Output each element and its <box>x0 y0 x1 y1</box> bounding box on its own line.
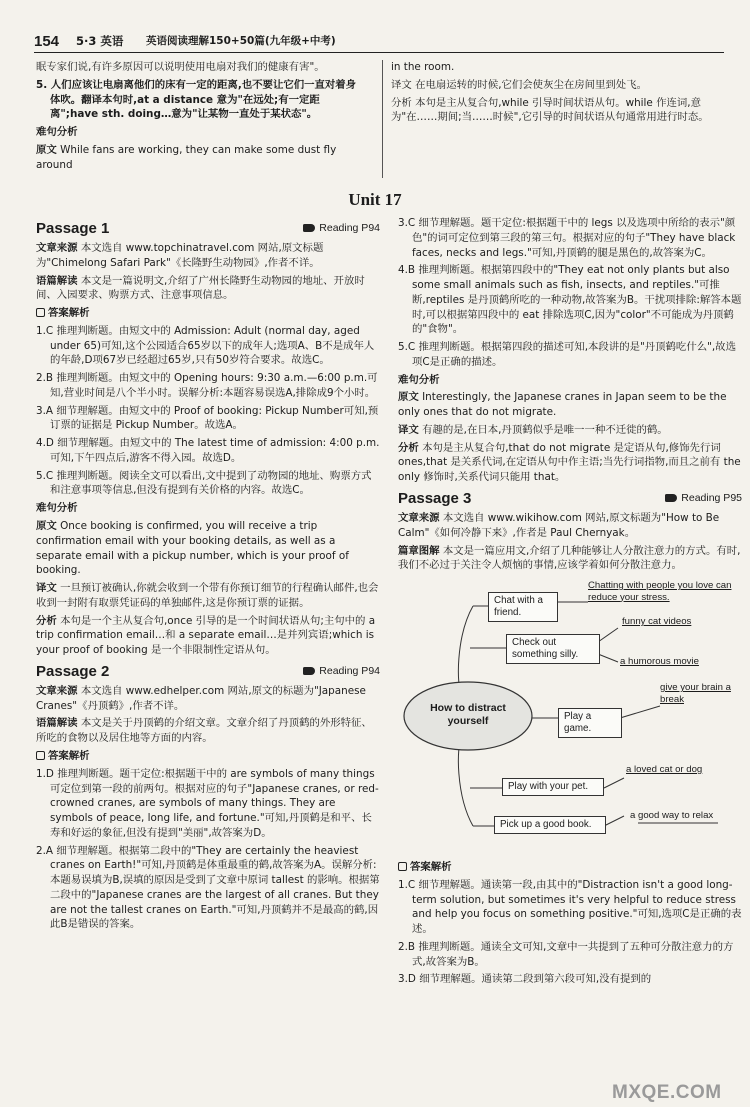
lock-icon <box>398 862 407 871</box>
pointing-hand-icon <box>303 667 315 675</box>
passage-title: Passage 3 <box>398 490 472 508</box>
answer-item: 1.C 细节理解题。通读第一段,由其中的"Distraction isn't a good long-term solution, but sometimes it's very helpful to reduce stress and help you focus on something positive."可知,选项C是正确的表述。 <box>398 878 742 936</box>
answer-item: 1.C 推理判断题。由短文中的 Admission: Adult (normal day, aged under 65)可知,这个公园适合65岁以下的成年人;选项A、B不是成年人的年龄,D项67岁已经超过65岁,只有50岁符合要求。故选C。 <box>36 324 375 367</box>
answer-item: 5.C 推理判断题。根据第四段的描述可知,本段讲的是"丹顶鹤吃什么",故选项C是正确的描述。 <box>398 341 736 368</box>
answers-heading: 答案解析 <box>398 860 742 875</box>
mind-map <box>398 576 742 856</box>
page-header <box>34 30 724 53</box>
passage-title: Passage 2 <box>36 662 110 680</box>
yiwen-line: 译文 一旦预订被确认,你就会收到一个带有你预订细节的行程确认邮件,也会收到一封附有取票凭证码的单独邮件,这是你预订票的证据。 <box>36 582 379 609</box>
section-heading: 难句分析 <box>36 502 78 515</box>
lock-icon <box>36 308 45 317</box>
yuanwen-line: 原文 Once booking is confirmed, you will receive a trip confirmation email with your booking details, as well as a separate email with a pickup number, which is your proof of booking. <box>36 520 349 577</box>
answer-item: 4.B 推理判断题。根据第四段中的"They eat not only plants but also some small animals such as fish, insects, and reptiles."可推断,reptiles 是丹顶鹤所吃的一种动物,故答案为B。干扰项排除:解答本题时,可以根据第四段中的 eat 排除选项C,因为"color"不可能成为丹顶鹤的"食物"。 <box>398 264 742 336</box>
mind-map-note: a humorous movie <box>620 656 699 668</box>
source-line: 文章来源 本文选自 www.wikihow.com 网站,原文标题为"How to Be Calm"《如何冷静下来》,作者是 Paul Chernyak。 <box>398 512 720 539</box>
yuanwen-line: 原文 Interestingly, the Japanese cranes in Japan seem to be the only ones that do not migrate. <box>398 391 727 419</box>
passage-1-header <box>36 218 380 238</box>
mind-map-node: Chat with a friend. <box>488 592 558 622</box>
mind-map-note: funny cat videos <box>622 616 692 628</box>
mind-map-node: Play with your pet. <box>502 778 604 796</box>
passage-3-header <box>398 488 742 508</box>
right-column <box>398 216 742 990</box>
reading-ref: Reading P95 <box>665 491 742 506</box>
answer-item: 2.A 细节理解题。根据第二段中的"They are certainly the heaviest cranes on Earth!"可知,丹顶鹤是体重最重的鹤,故答案为A。误解分析:本题易误填为B,误填的原因是受到了文章中原词 tallest 的影响。根据第二段中的"Japanese cranes are the largest of all cranes. But they are not the tallest cranes on Earth."可知,丹顶鹤并不是最高的鹤,因此B是错误的答案。 <box>36 844 380 931</box>
text-line: 眠专家们说,有许多原因可以说明使用电扇对我们的健康有害"。 <box>36 61 325 73</box>
page-number: 154 <box>34 33 60 50</box>
pointing-hand-icon <box>665 494 677 502</box>
text-line: 译文 在电扇运转的时候,它们会使灰尘在房间里到处飞。 <box>391 78 647 91</box>
text-line: 分析 本句是主从复合句,while 引导时间状语从句。while 作连词,意为"在……期间;当……时候",它引导的时间状语从句通常用进行时态。 <box>391 96 709 124</box>
answer-item: 1.D 推理判断题。题干定位:根据题干中的 are symbols of many things 可定位到第一段的前两句。根据对应的句子"Japanese cranes, or red-crowned cranes, are symbols of many things. They are symbols of peace, long life, and fortune."可知,丹顶鹤是和平、长寿和好运的象征,但没有提到"美丽",故答案为D。 <box>36 767 379 839</box>
mind-map-note: a loved cat or dog <box>626 764 703 776</box>
column-divider <box>382 60 383 178</box>
pointing-hand-icon <box>303 224 315 232</box>
fenxi-line: 分析 本句是主从复合句,that do not migrate 是定语从句,修饰先行词 ones,that 是关系代词,在定语从句中作主语;当先行词指物,而且之前有 the only 修饰时,关系代词只能用 that。 <box>398 441 741 484</box>
book-series-title: 英语阅读理解150+50篇(九年级+中考) <box>146 35 336 47</box>
top-right-column <box>391 60 721 128</box>
answer-item: 4.D 细节理解题。由短文中的 The latest time of admission: 4:00 p.m.可知,下午四点后,游客不得入园。故选D。 <box>36 437 380 464</box>
left-column <box>36 216 380 935</box>
yiwen-line: 译文 有趣的是,在日本,丹顶鹤似乎是唯一一种不迁徙的鹤。 <box>398 423 668 436</box>
answer-item: 3.C 细节理解题。题干定位:根据题干中的 legs 以及选项中所给的表示"颜色"的词可定位到第三段的第三句。根据对应的句子"They have black faces, necks and legs."可知,丹顶鹤的腿是黑色的,故答案为C。 <box>398 217 736 259</box>
passage-2-header <box>36 661 380 681</box>
source-line: 文章来源 本文选自 www.edhelper.com 网站,原文的标题为"Japanese Cranes"《丹顶鹤》,作者不详。 <box>36 684 366 712</box>
brand-logo: 5·3 英语 <box>76 34 124 48</box>
fenxi-line: 分析 本句是一个主从复合句,once 引导的是一个时间状语从句;主句中的 a trip confirmation email…和 a separate email…是并列宾语;which is your proof of booking 是一个非限制性定语从句。 <box>36 614 376 657</box>
text-line: 5. 人们应该让电扇离他们的床有一定的距离,也不要让它们一直对着身体吹。翻译本句时,at a distance 意为"在远处;有一定距离";have sth. doing…意为"让某物一直处于某状态"。 <box>36 78 357 121</box>
answer-item: 3.A 细节理解题。由短文中的 Proof of booking: Pickup Number可知,预订票的证据是 Pickup Number。故选A。 <box>36 404 379 432</box>
mind-map-note: a good way to relax <box>630 810 714 822</box>
answers-heading: 答案解析 <box>36 306 380 321</box>
answer-item: 2.B 推理判断题。由短文中的 Opening hours: 9:30 a.m.—6:00 p.m.可知,营业时间是八个半小时。误解分析:本题容易误选A,排除成9个小时。 <box>36 372 378 399</box>
reading-ref: Reading P94 <box>303 221 380 236</box>
answer-item: 2.B 推理判断题。通读全文可知,文章中一共提到了五种可分散注意力的方式,故答案为B。 <box>398 940 734 968</box>
mind-map-node: Play a game. <box>558 708 622 738</box>
unit-title: Unit 17 <box>348 190 402 209</box>
yuanwen-line: 原文 While fans are working, they can make some dust fly around <box>36 143 337 171</box>
passage-title: Passage 1 <box>36 220 110 237</box>
summary-line: 语篇解读 本文是关于丹顶鹤的介绍文章。文章介绍了丹顶鹤的外形特征、所吃的食物以及居住地等方面的内容。 <box>36 717 372 745</box>
watermark: MXQE.COM <box>612 1082 722 1103</box>
mind-map-node: Pick up a good book. <box>494 816 606 834</box>
reading-ref: Reading P94 <box>303 664 380 679</box>
lock-icon <box>36 751 45 760</box>
summary-line: 篇章图解 本文是一篇应用文,介绍了几种能够让人分散注意力的方式。有时,我们不必过于关注令人烦恼的事情,应该学着如何分散注意力。 <box>398 544 741 572</box>
answer-item: 3.D 细节理解题。通读第二段到第六段可知,没有提到的 <box>398 973 652 986</box>
source-line: 文章来源 本文选自 www.topchinatravel.com 网站,原文标题为"Chimelong Safari Park"《长隆野生动物园》,作者不详。 <box>36 242 324 269</box>
section-heading: 难句分析 <box>398 373 440 386</box>
mind-map-note: give your brain a break <box>660 682 731 705</box>
section-heading: 难句分析 <box>36 126 78 139</box>
mind-map-node: Check out something silly. <box>506 634 600 664</box>
answers-heading: 答案解析 <box>36 749 380 764</box>
top-left-column <box>36 60 366 175</box>
mind-map-note: Chatting with people you love can reduce your stress. <box>588 580 732 603</box>
text-line: in the room. <box>391 61 455 73</box>
answer-item: 5.C 推理判断题。阅读全文可以看出,文中提到了动物园的地址、购票方式和注意事项等信息,但没有提到有关价格的内容。故选C。 <box>36 469 372 497</box>
summary-line: 语篇解读 本文是一篇说明文,介绍了广州长隆野生动物园的地址、开放时间、入园要求、购票方式、注意事项信息。 <box>36 274 365 302</box>
mind-map-center: How to distract yourself <box>430 702 506 728</box>
